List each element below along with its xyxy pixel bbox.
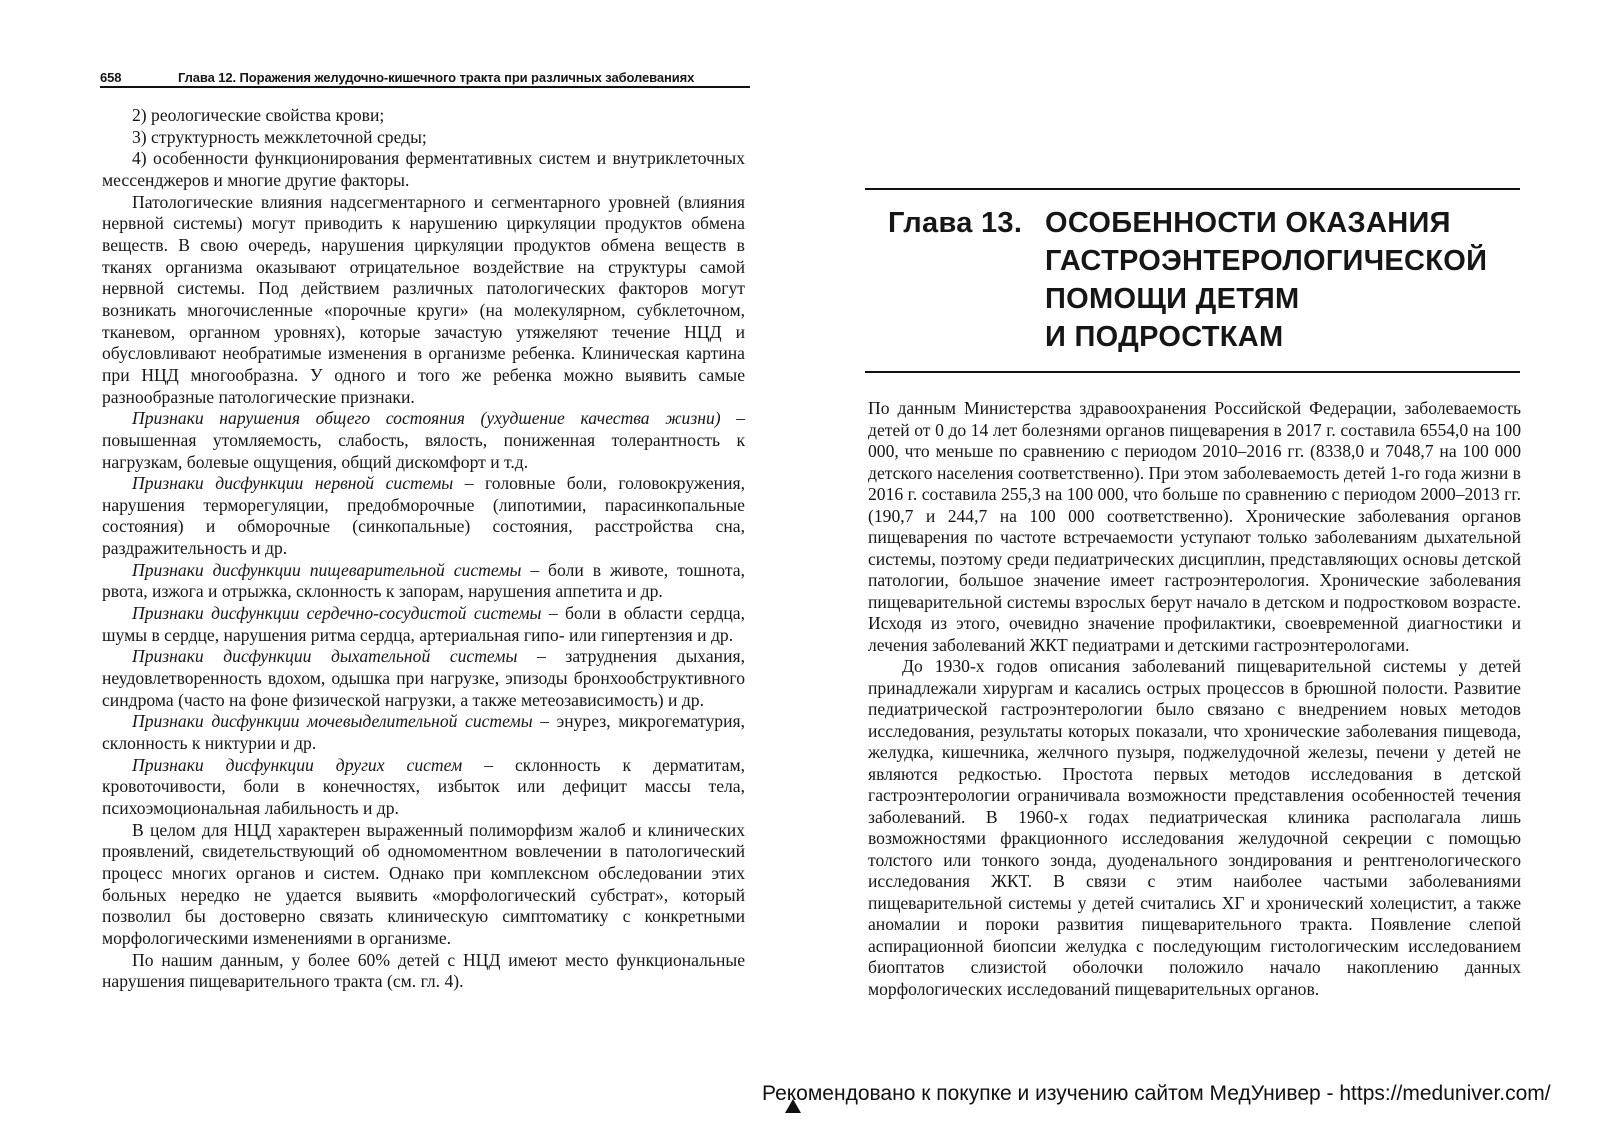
sign-text: – склонность к дерматитам, кровоточивости, боли в конечностях, избыток или дефицит массы тела, психоэмоциональная лабильность и др. bbox=[102, 754, 745, 818]
list-item: 2) реологические свойства крови; bbox=[132, 105, 385, 125]
sign-lead: Признаки дисфункции дыхательной системы bbox=[132, 646, 518, 667]
left-page bbox=[0, 0, 790, 1134]
sign-lead: Признаки нарушения общего состояния (ухудшение качества жизни) bbox=[132, 408, 721, 429]
list-item: 4) особенности функционирования ферментативных систем и внутриклеточных мессенджеров и многие другие факторы. bbox=[102, 148, 745, 190]
sign-lead: Признаки дисфункции нервной системы bbox=[132, 473, 454, 494]
list-item: 3) структурность межклеточной среды; bbox=[132, 126, 427, 147]
sign-text: – головные боли, головокружения, нарушения терморегуляции, предобморочные (липотимии, парасинкопальные состояния) и обморочные (синкопальные) состояния, расстройства сна, раздражительность и др. bbox=[102, 473, 745, 559]
sign-lead: Признаки дисфункции других систем bbox=[132, 754, 463, 775]
running-head bbox=[100, 70, 750, 88]
sign-paragraph bbox=[102, 408, 745, 473]
sign-paragraph bbox=[102, 560, 745, 603]
sign-paragraph bbox=[102, 603, 745, 646]
paragraph-history: До 1930-х годов описания заболеваний пищеварительной системы у детей принадлежали хирургам и касались острых процессов в брюшной полости. Развитие педиатрической гастроэнтерологии было связано с внедрением новых методов исследования, результаты которых показали, что хронические заболевания пищевода, желудка, кишечника, желчного пузыря, поджелудочной железы, печени у детей не являются редкостью. Простота первых методов исследования в детской гастроэнтерологии ограничивала возможности представления особенностей течения заболеваний. В 1960-х годах педиатрическая клиника располагала лишь возможностями фракционного исследования желудочной секреции с помощью толстого или тонкого зонда, дуоденального зондирования и рентгенологического исследования ЖКТ. В связи с этим наиболее частыми заболеваниями пищеварительной системы у детей считались ХГ и хронический холецистит, а также аномалии и пороки развития пищеварительного тракта. Появление слепой аспирационной биопсии желудка с последующим гистологическим исследованием биоптатов слизистой оболочки положило начало накоплению данных морфологических исследований пищеварительных органов. bbox=[868, 656, 1521, 999]
sign-text: – боли в области сердца, шумы в сердце, нарушения ритма сердца, артериальная гипо- или гипертензия и др. bbox=[102, 603, 746, 645]
sign-lead: Признаки дисфункции сердечно-сосудистой системы bbox=[132, 603, 542, 624]
chapter-rule-top bbox=[865, 188, 1520, 190]
sign-paragraph bbox=[102, 646, 745, 711]
chapter-title-line: ГАСТРОЭНТЕРОЛОГИЧЕСКОЙ bbox=[1045, 245, 1488, 277]
chapter-rule-bottom bbox=[865, 371, 1520, 373]
sign-lead: Признаки дисфункции мочевыделительной системы bbox=[132, 711, 533, 732]
paragraph-overall: В целом для НЦД характерен выраженный полиморфизм жалоб и клинических проявлений, свидетельствующий об одномоментном вовлечении в патологический процесс многих органов и систем. Однако при комплексном обследовании этих больных нередко не удается выявить «морфологический субстрат», который позволил бы достоверно связать клиническую симптоматику с конкретными морфологическими изменениями в организме. bbox=[102, 819, 745, 948]
paragraph-data: По нашим данным, у более 60% детей с НЦД имеют место функциональные нарушения пищеварительного тракта (см. гл. 4). bbox=[102, 949, 745, 992]
right-page-body bbox=[868, 398, 1521, 1000]
sign-text: – повышенная утомляемость, слабость, вялость, пониженная толерантность к нагрузкам, болевые ощущения, общий дискомфорт и т.д. bbox=[102, 408, 746, 472]
sign-text: – боли в животе, тошнота, рвота, изжога и отрыжка, склонность к запорам, нарушения аппетита и др. bbox=[102, 559, 745, 602]
page-number: 658 bbox=[100, 70, 122, 85]
chapter-label: Глава 13. bbox=[888, 207, 1023, 239]
chapter-heading-block bbox=[865, 188, 1520, 373]
mouse-cursor-icon bbox=[785, 1099, 801, 1113]
footer-recommendation: Рекомендовано к покупке и изучению сайтом МедУнивер - https://meduniver.com/ bbox=[762, 1082, 1551, 1105]
sign-paragraph bbox=[102, 755, 745, 820]
sign-text: – затруднения дыхания, неудовлетворенность вдохом, одышка при нагрузке, эпизоды бронхообструктивного синдрома (часто на фоне физической нагрузки, а также метеозависимость) и др. bbox=[102, 646, 745, 710]
sign-paragraph bbox=[102, 711, 745, 754]
chapter-title-line: ОСОБЕННОСТИ ОКАЗАНИЯ bbox=[1045, 207, 1451, 239]
left-page-body bbox=[102, 105, 745, 993]
chapter-title bbox=[865, 204, 1520, 356]
chapter-title-line: И ПОДРОСТКАМ bbox=[1045, 321, 1284, 353]
sign-paragraph bbox=[102, 473, 745, 560]
paragraph-statistics: По данным Министерства здравоохранения Российской Федерации, заболеваемость детей от 0 до 14 лет болезнями органов пищеварения в 2017 г. составила 6554,0 на 100 000, что меньше по сравнению с периодом 2010–2016 гг. (8338,0 и 7048,7 на 100 000 детского населения соответственно). При этом заболеваемость детей 1-го года жизни в 2016 г. составила 255,3 на 100 000, что больше по сравнению с периодом 2000–2013 гг. (190,7 и 244,7 на 100 000 соответственно). Хронические заболевания органов пищеварения по частоте встречаемости уступают только заболеваниям дыхательной системы, поэтому среди педиатрических дисциплин, представляющих основы детской патологии, большое значение имеет гастроэнтерология. Хронические заболевания пищеварительной системы взрослых берут начало в детском и подростковом возрасте. Исходя из этого, очевидно значение профилактики, своевременной диагностики и лечения заболеваний ЖКТ педиатрами и детскими гастроэнтерологами. bbox=[868, 398, 1521, 655]
paragraph-pathology: Патологические влияния надсегментарного и сегментарного уровней (влияния нервной системы) могут приводить к нарушению циркуляции продуктов обмена веществ. В свою очередь, нарушения циркуляции продуктов обмена веществ в тканях организма оказывают отрицательное воздействие на структуры самой нервной системы. Под действием различных патологических факторов могут возникать многочисленные «порочные круги» (на молекулярном, субклеточном, тканевом, органном уровнях), которые зачастую утяжеляют течение НЦД и обусловливают необратимые изменения в организме ребенка. Клиническая картина при НЦД многообразна. У одного и того же ребенка можно выявить самые разнообразные патологические признаки. bbox=[102, 191, 745, 407]
chapter-title-line: ПОМОЩИ ДЕТЯМ bbox=[1045, 283, 1300, 315]
sign-lead: Признаки дисфункции пищеварительной системы bbox=[132, 559, 522, 580]
running-head-title: Глава 12. Поражения желудочно-кишечного тракта при различных заболеваниях bbox=[178, 70, 695, 85]
sign-text: – энурез, микрогематурия, склонность к никтурии и др. bbox=[102, 711, 746, 754]
